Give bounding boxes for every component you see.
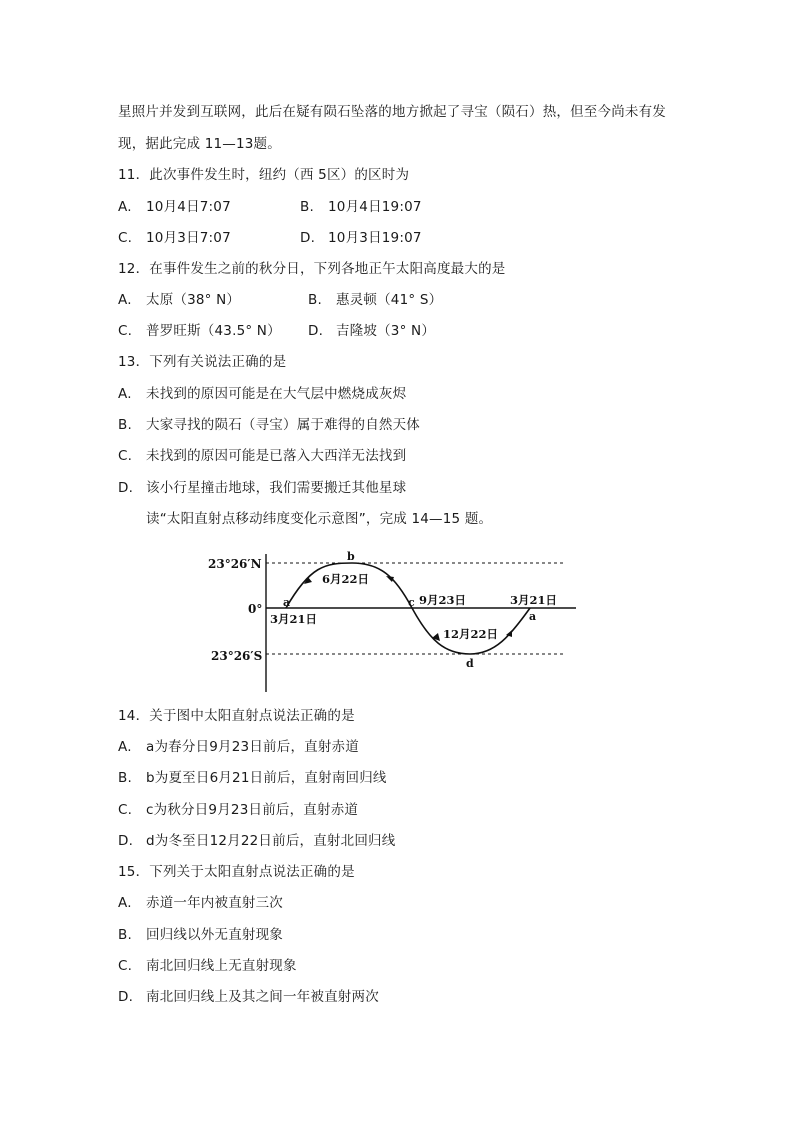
q15-option-d-letter: D. [118, 989, 134, 1005]
q12-stem: 12．在事件发生之前的秋分日，下列各地正午太阳高度最大的是 [118, 261, 506, 277]
q11-option-d-wrap [300, 228, 422, 248]
q13-option-c-letter: C. [118, 448, 133, 464]
q12-option-d-wrap [308, 321, 435, 341]
q13-option-b-row [118, 415, 420, 435]
q15-option-d-row [118, 987, 379, 1007]
q11-option-row-1 [118, 197, 422, 217]
label-tropic-north: 23°26′N [208, 557, 262, 571]
point-b: b [347, 550, 355, 563]
q11-option-b-wrap [300, 197, 422, 217]
q11-option-a-letter: A. [118, 199, 132, 215]
date-a-left: 3月21日 [270, 612, 318, 626]
q14-option-a: a为春分日9月23日前后，直射赤道 [146, 739, 359, 755]
point-d: d [466, 657, 474, 670]
q15-stem: 15．下列关于太阳直射点说法正确的是 [118, 864, 355, 880]
q12-option-b: 惠灵顿（41° S） [336, 292, 443, 308]
q12-option-row-2 [118, 321, 436, 341]
q12-option-c-letter: C. [118, 323, 133, 339]
q15-option-a: 赤道一年内被直射三次 [146, 895, 283, 911]
q11-option-c: 10月3日7:07 [146, 230, 231, 246]
date-c: 9月23日 [419, 593, 467, 607]
q13-option-a-letter: A. [118, 386, 132, 402]
q11-stem: 11．此次事件发生时，纽约（西 5区）的区时为 [118, 167, 410, 183]
q11-option-row-2 [118, 228, 422, 248]
q14-option-b-row [118, 768, 387, 788]
q12-option-a-letter: A. [118, 292, 132, 308]
date-a-right: 3月21日 [510, 593, 558, 607]
q14-stem: 14．关于图中太阳直射点说法正确的是 [118, 708, 355, 724]
subsolar-point-diagram [200, 546, 580, 696]
q13-option-d: 该小行星撞击地球，我们需要搬迁其他星球 [146, 480, 407, 496]
q11-option-c-letter: C. [118, 230, 133, 246]
q13-option-a-row [118, 384, 406, 404]
q11-option-b: 10月4日19:07 [328, 199, 422, 215]
q13-stem: 13．下列有关说法正确的是 [118, 354, 287, 370]
q11-option-a: 10月4日7:07 [146, 199, 231, 215]
q14-option-d-row [118, 831, 395, 851]
point-a-right: a [529, 610, 537, 623]
q13-option-d-row [118, 478, 406, 498]
q11-option-b-letter: B. [300, 199, 314, 215]
q13-option-c-row [118, 446, 406, 466]
q14-option-c-row [118, 800, 358, 820]
q14-option-a-row [118, 737, 359, 757]
q15-option-c-letter: C. [118, 958, 133, 974]
label-equator: 0° [248, 602, 263, 616]
q15-option-a-letter: A. [118, 895, 132, 911]
intro-line-2: 现，据此完成 11—13题。 [118, 136, 281, 152]
q15-option-b-letter: B. [118, 927, 132, 943]
reading-prompt: 读“太阳直射点移动纬度变化示意图”，完成 14—15 题。 [146, 511, 493, 527]
label-tropic-south: 23°26′S [211, 649, 263, 663]
q15-option-b-row [118, 925, 283, 945]
q13-option-b: 大家寻找的陨石（寻宝）属于难得的自然天体 [146, 417, 420, 433]
point-a-left: a [283, 596, 291, 609]
q12-option-b-wrap [308, 290, 442, 310]
q13-option-a: 未找到的原因可能是在大气层中燃烧成灰烬 [146, 386, 407, 402]
q15-option-a-row [118, 893, 283, 913]
q14-option-d: d为冬至日12月22日前后，直射北回归线 [146, 833, 396, 849]
q14-option-b-letter: B. [118, 770, 132, 786]
q15-option-b: 回归线以外无直射现象 [146, 927, 283, 943]
q13-option-b-letter: B. [118, 417, 132, 433]
q14-option-b: b为夏至日6月21日前后，直射南回归线 [146, 770, 387, 786]
q11-option-d: 10月3日19:07 [328, 230, 422, 246]
q14-option-a-letter: A. [118, 739, 132, 755]
q12-option-a: 太原（38° N） [146, 292, 241, 308]
q11-option-d-letter: D. [300, 230, 316, 246]
date-b: 6月22日 [322, 572, 370, 586]
q12-option-b-letter: B. [308, 292, 322, 308]
point-c: c [408, 596, 415, 609]
arrow-3-icon [432, 633, 440, 641]
q12-option-d: 吉隆坡（3° N） [336, 323, 436, 339]
intro-line-1: 星照片并发到互联网，此后在疑有陨石坠落的地方掀起了寻宝（陨石）热，但至今尚未有发 [118, 104, 666, 120]
q12-option-row-1 [118, 290, 443, 310]
q13-option-c: 未找到的原因可能是已落入大西洋无法找到 [146, 448, 407, 464]
q14-option-d-letter: D. [118, 833, 134, 849]
q12-option-c: 普罗旺斯（43.5° N） [146, 323, 281, 339]
date-d: 12月22日 [443, 627, 499, 641]
q14-option-c-letter: C. [118, 802, 133, 818]
q15-option-c-row [118, 956, 297, 976]
arrow-2-icon [386, 576, 394, 582]
q13-option-d-letter: D. [118, 480, 134, 496]
q12-option-d-letter: D. [308, 323, 324, 339]
q14-option-c: c为秋分日9月23日前后，直射赤道 [146, 802, 359, 818]
q15-option-c: 南北回归线上无直射现象 [146, 958, 297, 974]
q15-option-d: 南北回归线上及其之间一年被直射两次 [146, 989, 379, 1005]
